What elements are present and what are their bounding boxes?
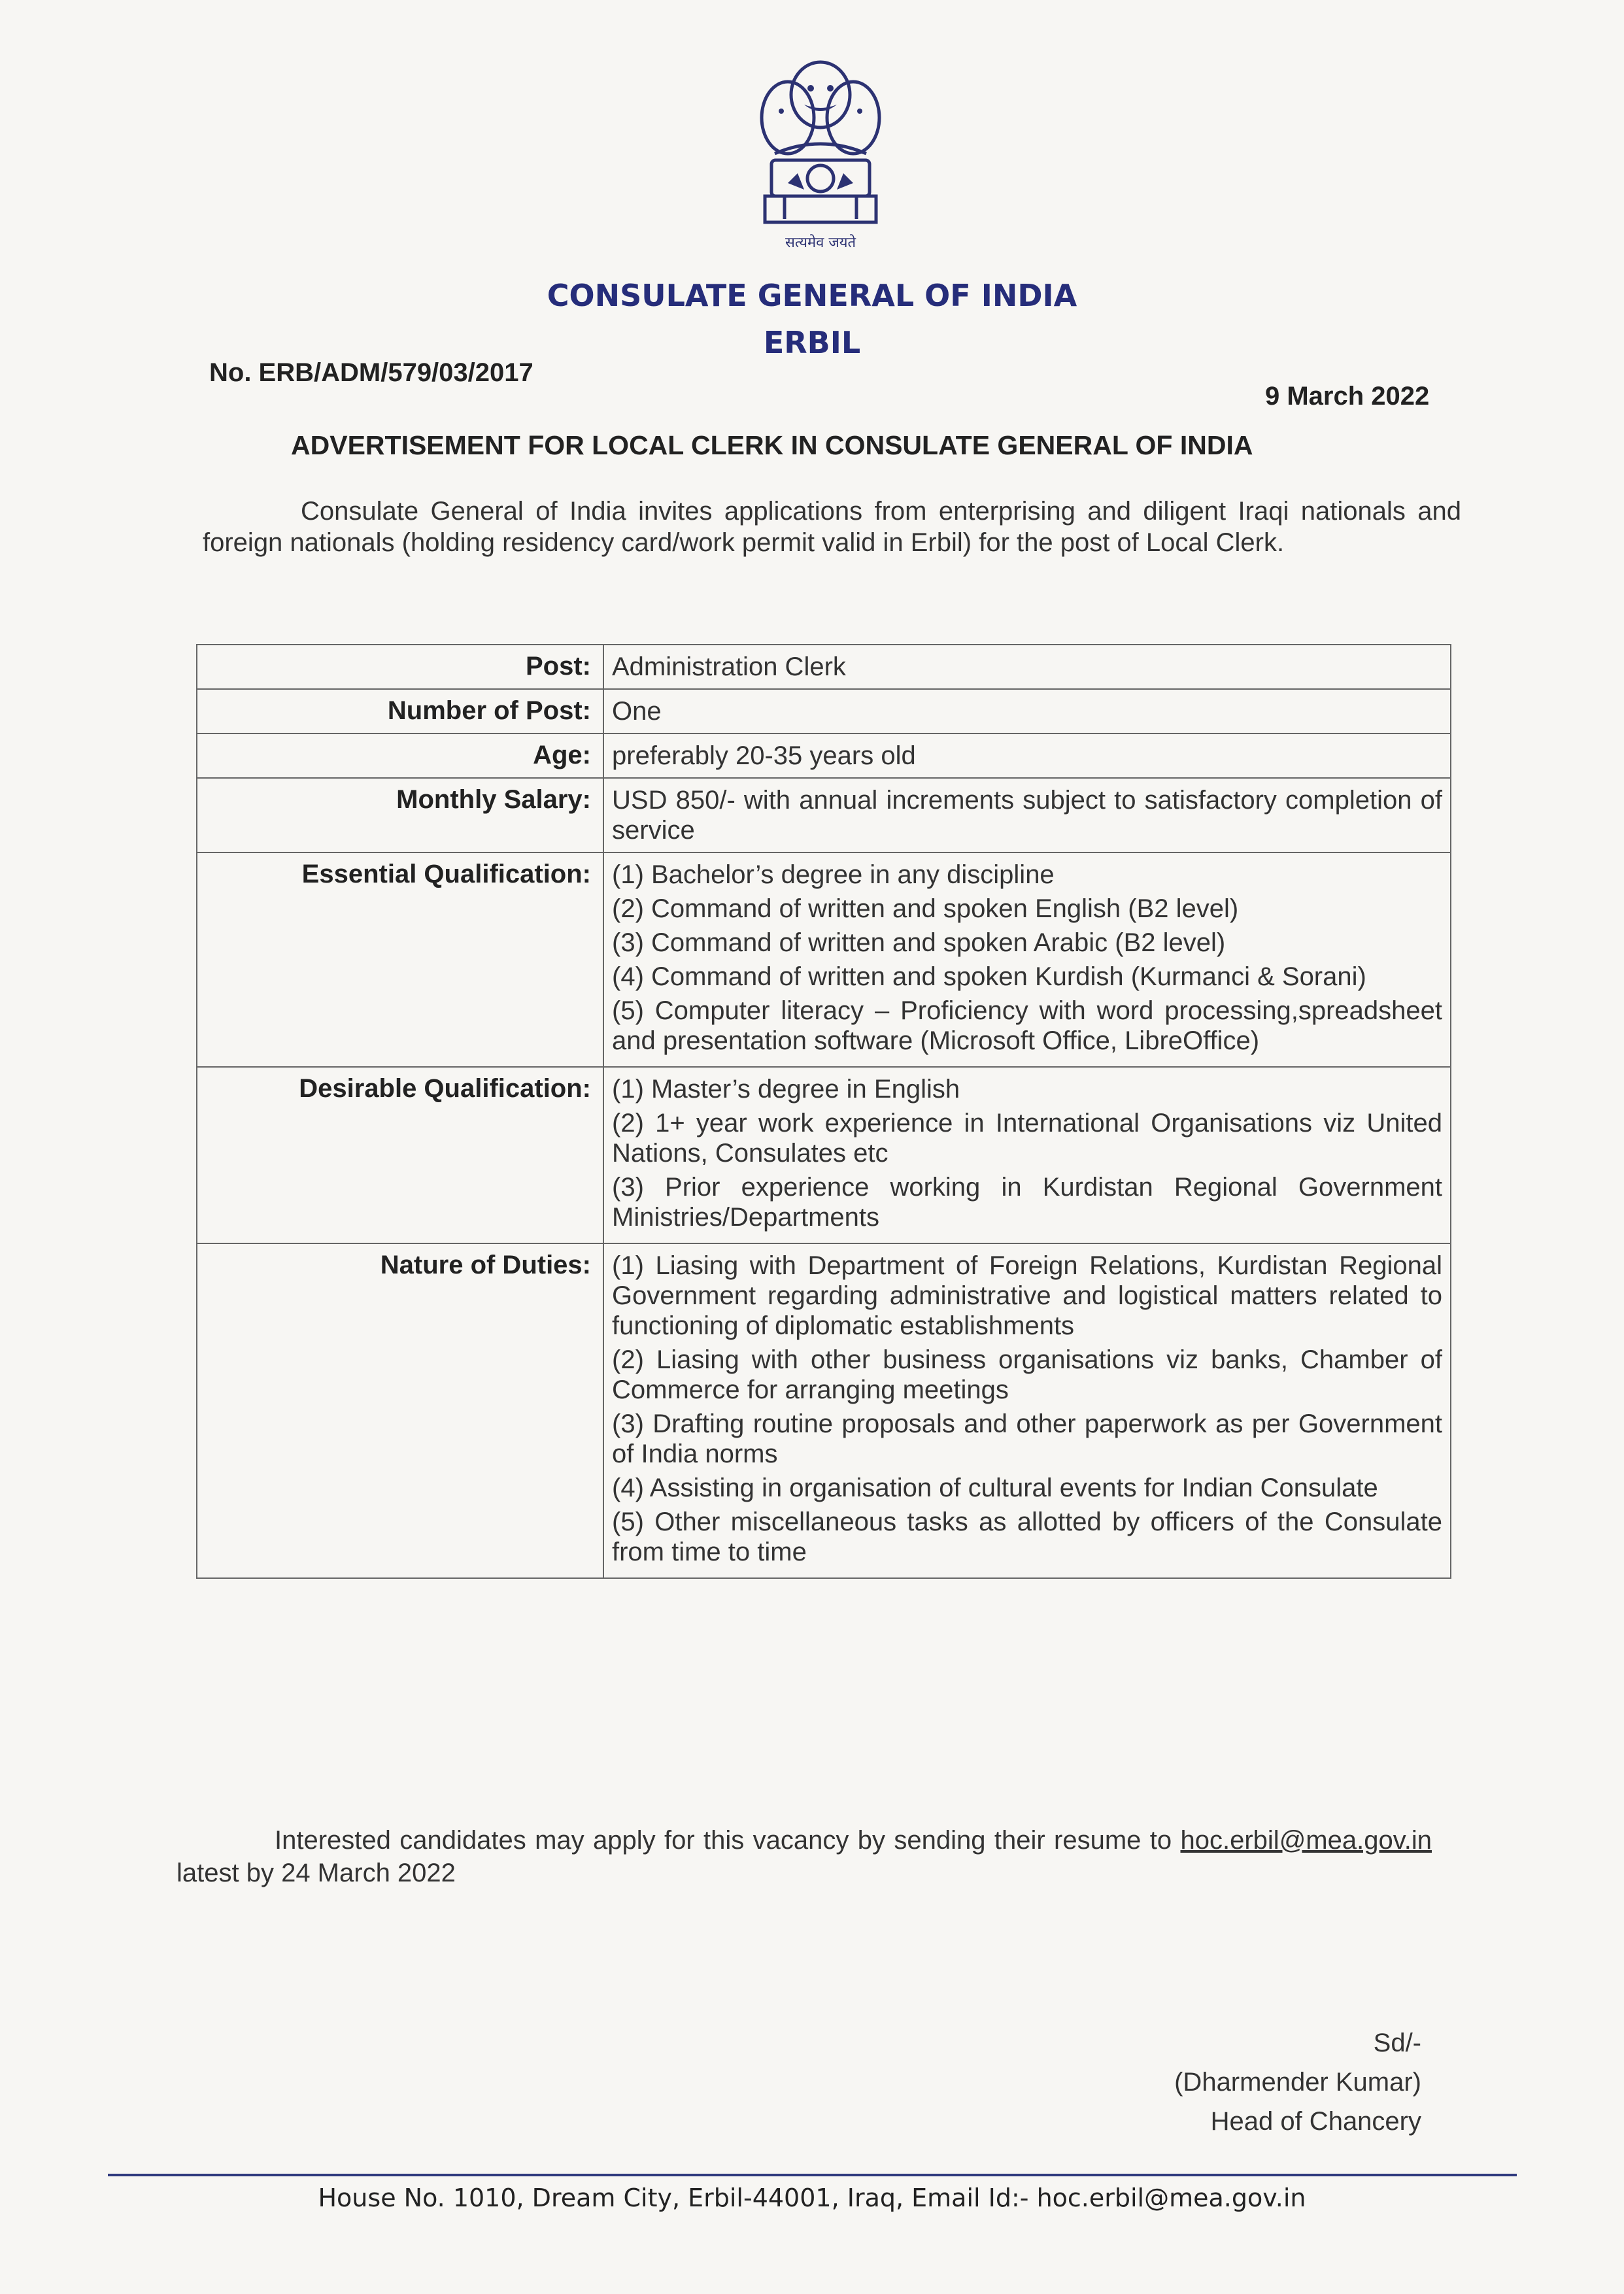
number-of-post-value: One [603, 689, 1451, 734]
list-item: (5) Other miscellaneous tasks as allotted by officers of the Consulate from time to time [612, 1508, 1442, 1566]
list-item: (5) Computer literacy – Proficiency with word processing,spreadsheet and presentation software (Microsoft Office, LibreOffice) [612, 996, 1442, 1055]
nature-of-duties-label: Nature of Duties: [197, 1243, 603, 1578]
number-of-post-label: Number of Post: [197, 689, 603, 734]
email-link[interactable]: hoc.erbil@mea.gov.in [1180, 1826, 1432, 1855]
list-item: (1) Liasing with Department of Foreign Relations, Kurdistan Regional Government regarding administrative and logistical matters related to functioning of diplomatic establishments [612, 1251, 1442, 1340]
footer-address: House No. 1010, Dream City, Erbil-44001, Iraq, Email Id:- hoc.erbil@mea.gov.in [318, 2184, 1306, 2212]
list-item: (3) Drafting routine proposals and other paperwork as per Government of India norms [612, 1409, 1442, 1468]
table-row [197, 734, 1451, 778]
table-row [197, 645, 1451, 689]
list-item: (1) Bachelor’s degree in any discipline [612, 860, 1055, 889]
table-row [197, 1243, 1451, 1578]
desirable-qualification-list [603, 1067, 1451, 1243]
list-item: (3) Prior experience working in Kurdistan Regional Government Ministries/Departments [612, 1173, 1442, 1232]
list-item: (2) Command of written and spoken English (B2 level) [612, 894, 1239, 923]
list-item: (4) Command of written and spoken Kurdish (Kurmanci & Sorani) [612, 962, 1366, 991]
nature-of-duties-list [603, 1243, 1451, 1578]
age-label: Age: [197, 734, 603, 778]
signature-block [1174, 2023, 1421, 2141]
apply-paragraph [177, 1824, 1432, 1889]
signatory-name: (Dharmender Kumar) [1174, 2068, 1421, 2097]
page-title: ADVERTISEMENT FOR LOCAL CLERK IN CONSULATE GENERAL OF INDIA [291, 430, 1253, 460]
list-item: (3) Command of written and spoken Arabic (B2 level) [612, 928, 1226, 957]
post-label: Post: [197, 645, 603, 689]
document-date: 9 March 2022 [1265, 382, 1430, 411]
table-row [197, 852, 1451, 1067]
intro-paragraph: Consulate General of India invites applications from enterprising and diligent Iraqi nationals and foreign nationals (holding residency card/work permit valid in Erbil) for the post of Local Clerk. [203, 497, 1461, 557]
signatory-designation: Head of Chancery [1210, 2107, 1421, 2136]
desirable-qualification-label: Desirable Qualification: [197, 1067, 603, 1243]
list-item: (1) Master’s degree in English [612, 1075, 960, 1104]
list-item: (4) Assisting in organisation of cultural events for Indian Consulate [612, 1474, 1378, 1502]
age-value: preferably 20-35 years old [603, 734, 1451, 778]
apply-deadline: latest by 24 March 2022 [177, 1859, 456, 1887]
org-city: ERBIL [763, 325, 861, 360]
national-emblem-icon [749, 56, 892, 258]
reference-number: No. ERB/ADM/579/03/2017 [209, 358, 533, 387]
footer-divider [108, 2174, 1517, 2176]
org-name: CONSULATE GENERAL OF INDIA [547, 278, 1077, 313]
apply-text: Interested candidates may apply for this vacancy by sending their resume to [275, 1826, 1181, 1855]
emblem-motto: सत्यमेव जयते [785, 235, 856, 251]
post-value: Administration Clerk [603, 645, 1451, 689]
essential-qualification-list [603, 852, 1451, 1067]
essential-qualification-label: Essential Qualification: [197, 852, 603, 1067]
signature-sd: Sd/- [1373, 2029, 1421, 2057]
salary-value: USD 850/- with annual increments subject to satisfactory completion of service [603, 778, 1451, 852]
list-item: (2) 1+ year work experience in International Organisations viz United Nations, Consulates etc [612, 1109, 1442, 1168]
salary-label: Monthly Salary: [197, 778, 603, 852]
list-item: (2) Liasing with other business organisations viz banks, Chamber of Commerce for arranging meetings [612, 1345, 1442, 1404]
table-row [197, 778, 1451, 852]
job-details-table [196, 644, 1451, 1579]
table-row [197, 689, 1451, 734]
table-row [197, 1067, 1451, 1243]
